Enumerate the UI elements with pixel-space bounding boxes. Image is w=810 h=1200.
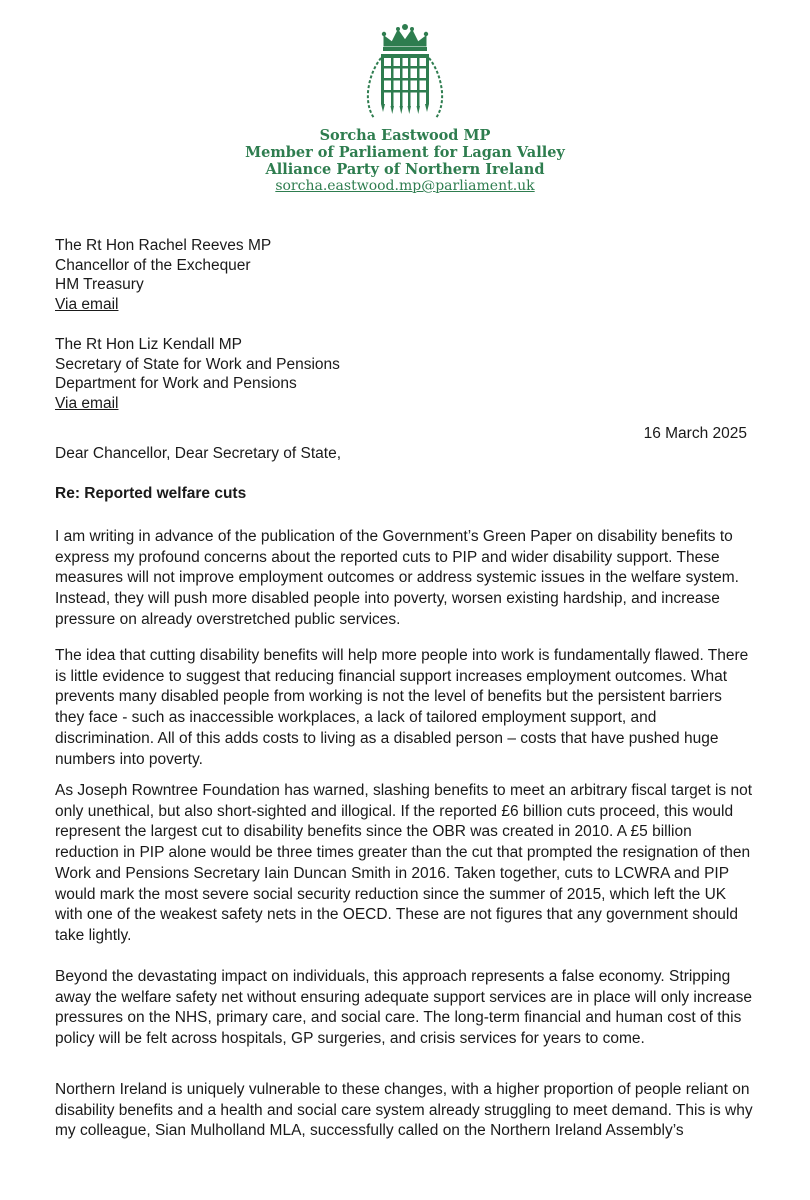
body-paragraph-4	[55, 967, 775, 1050]
paragraph-line: prevents many disabled people from working is not the level of benefits but the persistent barriers	[55, 688, 722, 706]
recipient-delivery: Via email	[55, 394, 119, 412]
paragraph-line: take lightly.	[55, 926, 132, 944]
salutation: Dear Chancellor, Dear Secretary of State,	[55, 445, 342, 462]
paragraph-line: I am writing in advance of the publication of the Government’s Green Paper on disability benefits to	[55, 528, 733, 545]
paragraph-line: discrimination. All of this adds costs to living as a disabled person – costs that have pushed huge	[55, 729, 719, 747]
paragraph-line: with one of the weakest safety nets in the OECD. These are not figures that any government should	[55, 906, 738, 924]
letterhead	[0, 127, 810, 195]
portcullis-crest-icon	[362, 22, 448, 124]
recipient-name: The Rt Hon Liz Kendall MP	[55, 336, 242, 353]
recipient-title: Secretary of State for Work and Pensions	[55, 355, 340, 373]
recipient-title: Chancellor of the Exchequer	[55, 256, 251, 274]
paragraph-line: would mark the most severe social security reduction since the summer of 2015, which left the UK	[55, 885, 727, 903]
paragraph-line: Work and Pensions Secretary Iain Duncan Smith in 2016. Taken together, cuts to LCWRA and PIP	[55, 864, 730, 882]
paragraph-line: Northern Ireland is uniquely vulnerable to these changes, with a higher proportion of people reliant on	[55, 1081, 750, 1098]
recipient-delivery: Via email	[55, 295, 119, 313]
paragraph-line: Instead, they will push more disabled people into poverty, worsen existing hardship, and increase	[55, 590, 720, 608]
body-paragraph-5	[55, 1080, 775, 1142]
paragraph-line: represent the largest cut to disability benefits since the OBR was created in 2010. A £5 billion	[55, 823, 692, 841]
recipient-org: Department for Work and Pensions	[55, 375, 297, 392]
body-paragraph-2	[55, 646, 775, 770]
recipient-name: The Rt Hon Rachel Reeves MP	[55, 237, 272, 254]
letter-date: 16 March 2025	[643, 425, 747, 442]
paragraph-line: pressure on already overstretched public services.	[55, 610, 401, 628]
paragraph-line: my colleague, Sian Mulholland MLA, successfully called on the Northern Ireland Assembly’s	[55, 1122, 684, 1140]
paragraph-line: measures will not improve employment outcomes or address systemic issues in the welfare system.	[55, 569, 739, 587]
paragraph-line: numbers into poverty.	[55, 750, 203, 768]
paragraph-line: is little evidence to suggest that reducing financial support increases employment outcomes. What	[55, 667, 728, 685]
paragraph-line: As Joseph Rowntree Foundation has warned, slashing benefits to meet an arbitrary fiscal target is not	[55, 782, 753, 799]
paragraph-line: only unethical, but also short-sighted and illogical. If the reported £6 billion cuts proceed, this would	[55, 802, 734, 820]
recipient-block-chancellor	[55, 236, 271, 314]
recipient-org: HM Treasury	[55, 276, 144, 293]
paragraph-line: Beyond the devastating impact on individuals, this approach represents a false economy. Stripping	[55, 968, 731, 985]
paragraph-line: disability benefits and a health and social care system already struggling to meet demand. This is why	[55, 1101, 753, 1119]
paragraph-line: reduction in PIP alone would be three times greater than the cut that prompted the resignation of then	[55, 844, 751, 862]
mp-email-link[interactable]: sorcha.eastwood.mp@parliament.uk	[275, 178, 535, 194]
mp-name: Sorcha Eastwood MP	[319, 127, 491, 144]
paragraph-line: they face - such as inaccessible workplaces, a lack of tailored employment support, and	[55, 709, 657, 727]
paragraph-line: The idea that cutting disability benefits will help more people into work is fundamentally flawed. There	[55, 647, 749, 664]
paragraph-line: pressures on the NHS, primary care, and social care. The long-term financial and human cost of this	[55, 1009, 742, 1027]
subject-line: Re: Reported welfare cuts	[55, 485, 247, 502]
mp-party: Alliance Party of Northern Ireland	[265, 161, 545, 178]
mp-constituency: Member of Parliament for Lagan Valley	[245, 144, 565, 161]
paragraph-line: away the welfare safety net without ensuring adequate support services are in place will only increase	[55, 988, 753, 1006]
paragraph-line: policy will be felt across hospitals, GP surgeries, and crisis services for years to come.	[55, 1030, 645, 1048]
paragraph-line: express my profound concerns about the reported cuts to PIP and wider disability support. These	[55, 548, 720, 566]
body-paragraph-1	[55, 527, 775, 631]
recipient-block-secretary	[55, 335, 340, 413]
body-paragraph-3	[55, 781, 775, 947]
